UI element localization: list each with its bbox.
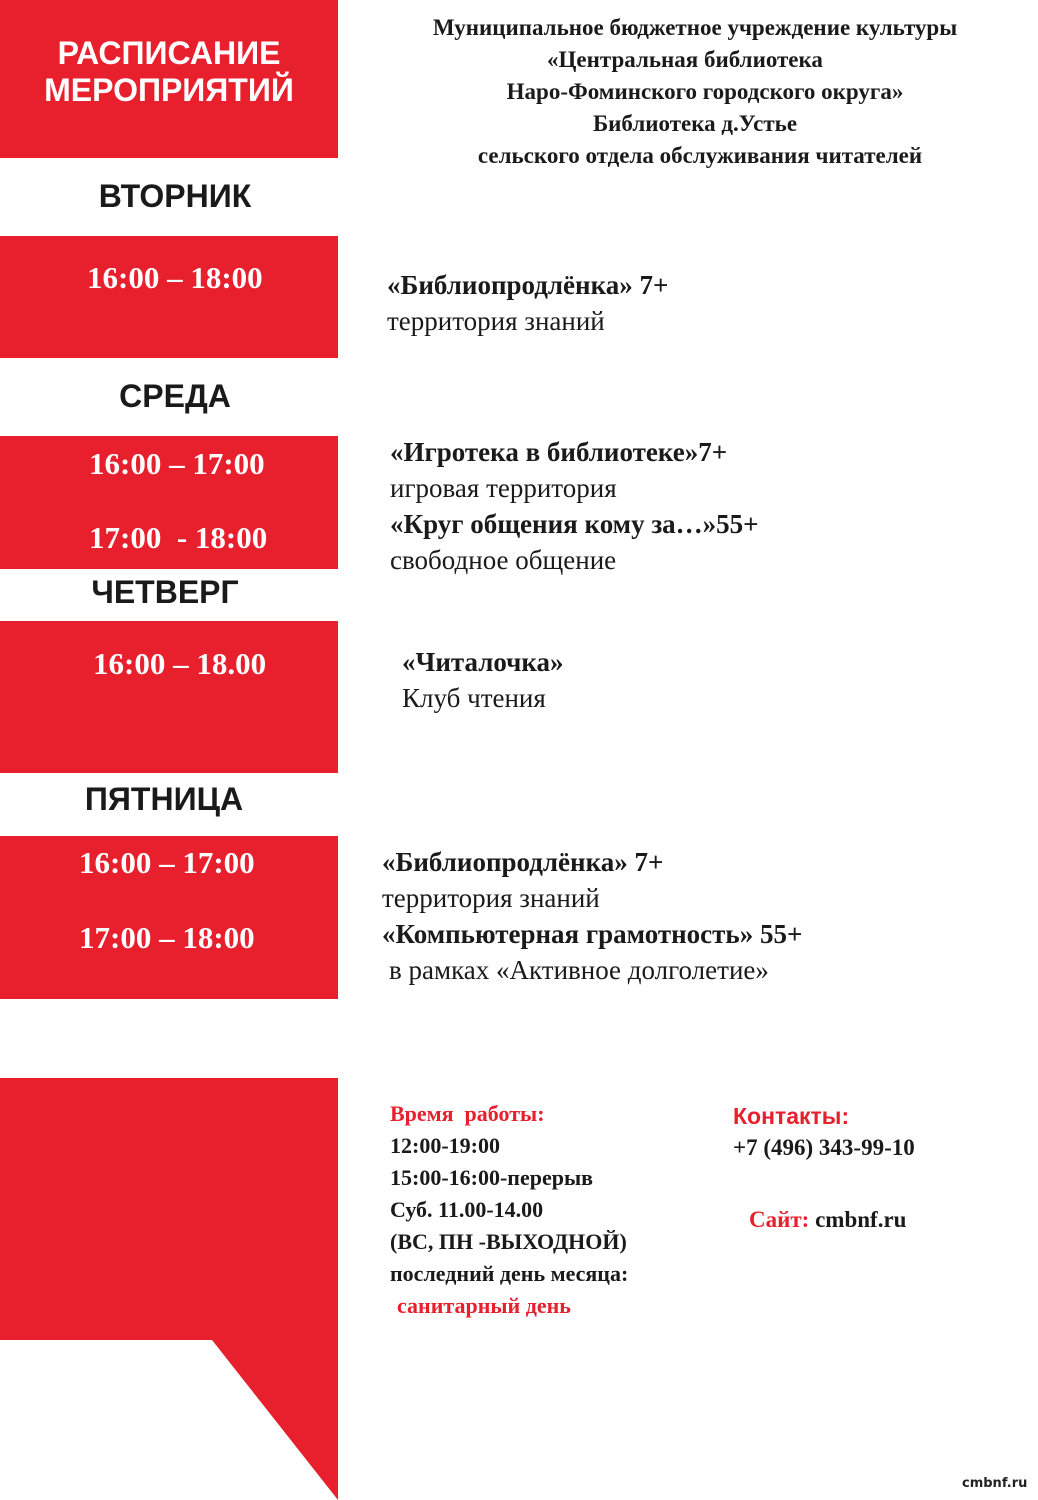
work-hours-line: 12:00-19:00 [390, 1133, 500, 1158]
contacts-label: Контакты: [733, 1103, 850, 1129]
time-block-tuesday [0, 236, 338, 358]
event-description: свободное общение [390, 545, 617, 575]
header-line: Библиотека д.Устье [592, 111, 798, 136]
work-hours-line: 15:00-16:00-перерыв [390, 1165, 594, 1190]
time-slot: 17:00 – 18:00 [79, 920, 255, 955]
event-title: «Игротека в библиотеке»7+ [390, 437, 728, 467]
header-line: сельского отдела обслуживания читателей [477, 143, 923, 168]
contacts [733, 1100, 1023, 1236]
decorative-callout-shape [0, 1078, 340, 1500]
event-title: «Библиопродлёнка» 7+ [382, 847, 664, 877]
site-label: Сайт: [749, 1207, 810, 1232]
time-slot: 16:00 – 18.00 [93, 646, 267, 681]
event-title: «Библиопродлёнка» 7+ [387, 270, 669, 300]
day-label-tuesday: ВТОРНИК [98, 178, 252, 214]
events-tuesday [387, 267, 1027, 339]
event-title: «Компьютерная грамотность» 55+ [382, 919, 803, 949]
header-line: «Центральная библиотека [547, 47, 823, 72]
time-slot: 16:00 – 17:00 [79, 845, 255, 880]
day-label-friday: ПЯТНИЦА [84, 781, 244, 817]
sanitary-day: санитарный день [397, 1293, 571, 1318]
work-hours-line: Суб. 11.00-14.00 [390, 1197, 544, 1222]
time-slot: 16:00 – 17:00 [89, 446, 265, 481]
poster-title-line2: МЕРОПРИЯТИЙ [44, 72, 294, 108]
event-description: игровая территория [390, 473, 617, 503]
event-title: «Круг общения кому за…»55+ [390, 509, 759, 539]
event-title: «Читалочка» [402, 647, 564, 677]
site-link[interactable]: cmbnf.ru [815, 1207, 907, 1232]
day-label-wednesday: СРЕДА [119, 378, 231, 414]
event-description: территория знаний [382, 883, 600, 913]
work-hours-label: Время работы: [390, 1101, 545, 1126]
day-label-thursday: ЧЕТВЕРГ [91, 574, 239, 610]
events-friday [382, 844, 1032, 988]
institution-header [375, 12, 1015, 172]
contacts-site [749, 1204, 1023, 1236]
work-hours [390, 1098, 720, 1322]
time-block-thursday [0, 621, 338, 773]
header-line: Наро-Фоминского городского округа» [506, 79, 904, 104]
poster-title [0, 35, 338, 109]
work-hours-line: последний день месяца: [390, 1261, 629, 1286]
time-slot: 16:00 – 18:00 [87, 260, 263, 295]
poster-title-line1: РАСПИСАНИЕ [57, 35, 281, 71]
work-hours-line: (ВС, ПН -ВЫХОДНОЙ) [390, 1229, 627, 1254]
time-slot: 17:00 - 18:00 [89, 520, 268, 555]
event-description: Клуб чтения [402, 683, 546, 713]
contacts-phone: +7 (496) 343-99-10 [733, 1135, 915, 1160]
event-description: территория знаний [387, 306, 605, 336]
events-thursday [402, 644, 1002, 716]
watermark: cmbnf.ru [962, 1476, 1028, 1491]
events-wednesday [390, 434, 1030, 578]
event-description: в рамках «Активное долголетие» [389, 955, 769, 985]
header-line: Муниципальное бюджетное учреждение культуры [432, 15, 958, 40]
